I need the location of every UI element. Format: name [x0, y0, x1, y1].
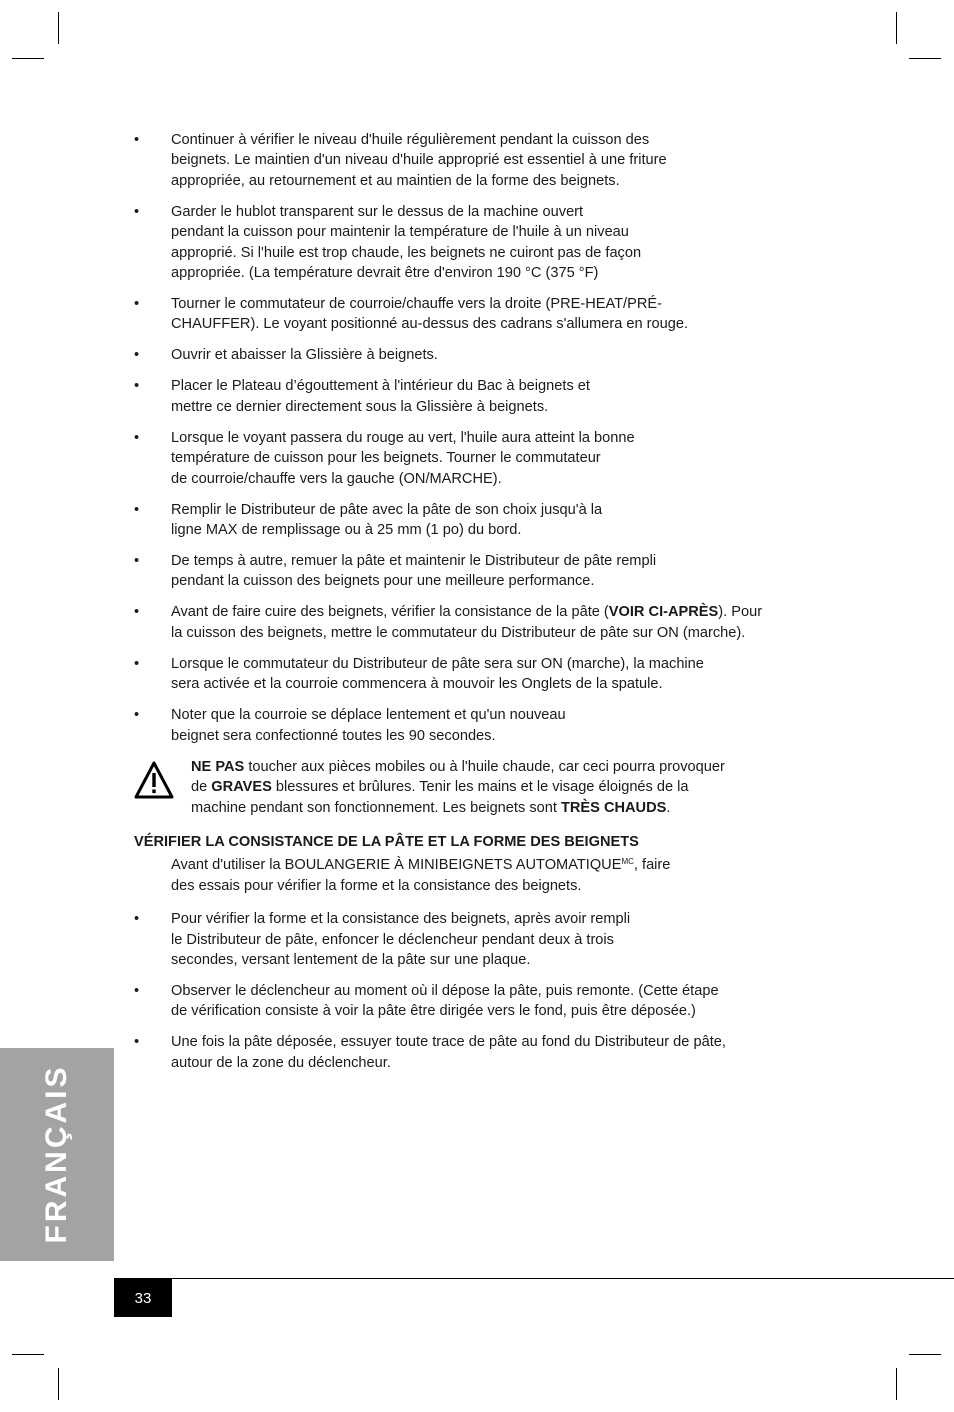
bullet-text — [171, 376, 814, 417]
bullet-dot: • — [134, 604, 140, 621]
crop-mark — [12, 58, 44, 59]
bullet-dot: • — [134, 1034, 140, 1051]
text-line: mettre ce dernier directement sous la Glissière à beignets. — [171, 398, 549, 415]
bullet-list-bottom — [134, 909, 814, 1073]
text-line: Observer le déclencheur au moment où il dépose la pâte, puis remonte. (Cette étape — [171, 982, 719, 999]
text-line: Noter que la courroie se déplace lentement et qu'un nouveau — [171, 707, 566, 724]
text-line: Ouvrir et abaisser la Glissière à beignets. — [171, 347, 438, 364]
list-item — [134, 376, 814, 417]
list-item — [134, 981, 814, 1022]
bullet-text — [171, 705, 814, 746]
text-line: de vérification consiste à voir la pâte être dirigée vers le fond, puis être déposée.) — [171, 1003, 696, 1020]
crop-mark — [896, 1368, 897, 1400]
text-line: température de cuisson pour les beignets. Tourner le commutateur — [171, 450, 601, 467]
text-line: Une fois la pâte déposée, essuyer toute trace de pâte au fond du Distributeur de pâte, — [171, 1034, 726, 1051]
text-line: CHAUFFER). Le voyant positionné au-dessus des cadrans s'allumera en rouge. — [171, 316, 689, 333]
bullet-dot: • — [134, 501, 140, 518]
language-label: FRANÇAIS — [40, 1064, 73, 1244]
bullet-text — [171, 202, 814, 284]
text-line: beignet sera confectionné toutes les 90 secondes. — [171, 727, 496, 744]
list-item — [134, 1032, 814, 1073]
bullet-dot: • — [134, 429, 140, 446]
list-item — [134, 654, 814, 695]
bullet-text — [171, 294, 814, 335]
warning-text: NE PAS toucher aux pièces mobiles ou à l'huile chaude, car ceci pourra provoquer de GRAVES blessures et brûlures. Tenir les mains et le visage éloignés de la machine pendant son fonctionnement. Les beignets sont TRÈS CHAUDS. — [191, 758, 725, 816]
text-line: Continuer à vérifier le niveau d'huile régulièrement pendant la cuisson des — [171, 132, 650, 148]
bullet-text — [171, 654, 814, 695]
list-item — [134, 294, 814, 335]
text-line: beignets. Le maintien d'un niveau d'huile approprié est essentiel à une friture — [171, 152, 667, 169]
crop-mark — [896, 12, 897, 44]
text-line: Pour vérifier la forme et la consistance des beignets, après avoir rempli — [171, 911, 631, 928]
text-line: pendant la cuisson pour maintenir la température de l'huile à un niveau — [171, 224, 629, 241]
crop-mark — [58, 12, 59, 44]
bullet-text — [171, 500, 814, 541]
bullet-dot: • — [134, 296, 140, 313]
page-content — [134, 130, 814, 1084]
bullet-dot: • — [134, 911, 140, 928]
text-line: Tourner le commutateur de courroie/chauffe vers la droite (PRE-HEAT/PRÉ- — [171, 296, 662, 313]
warning-triangle-icon — [134, 761, 174, 799]
list-item — [134, 705, 814, 746]
text-line: Lorsque le commutateur du Distributeur de pâte sera sur ON (marche), la machine — [171, 655, 704, 672]
section-title: VÉRIFIER LA CONSISTANCE DE LA PÂTE ET LA FORME DES BEIGNETS — [134, 833, 639, 850]
bullet-text — [171, 909, 814, 970]
list-item — [134, 428, 814, 489]
list-item — [134, 909, 814, 970]
crop-mark — [909, 58, 941, 59]
language-side-tab — [0, 1048, 114, 1261]
list-item — [134, 130, 814, 191]
bullet-list-voir — [134, 602, 814, 643]
text-line: De temps à autre, remuer la pâte et maintenir le Distributeur de pâte rempli — [171, 553, 657, 570]
bullet-dot: • — [134, 203, 140, 220]
text-line: appropriée. (La température devrait être d'environ 190 °C (375 °F) — [171, 265, 599, 282]
bullet-dot: • — [134, 347, 140, 364]
bullet-text — [171, 1032, 814, 1073]
text-line: Lorsque le voyant passera du rouge au vert, l'huile aura atteint la bonne — [171, 429, 635, 446]
crop-mark — [58, 1368, 59, 1400]
warning-box — [134, 757, 814, 818]
bullet-dot: • — [134, 378, 140, 395]
text-line: secondes, versant lentement de la pâte sur une plaque. — [171, 951, 531, 968]
text-line: appropriée, au retournement et au maintien de la forme des beignets. — [171, 172, 620, 189]
list-item — [134, 551, 814, 592]
crop-mark — [909, 1354, 941, 1355]
list-item — [134, 202, 814, 284]
section-intro: Avant d'utiliser la BOULANGERIE À MINIBEIGNETS $AUTOMATIQUE^{MC}$, faire des essais pour vérifier la forme et la consistance des beignets. — [171, 857, 671, 894]
list-item — [134, 345, 814, 365]
bullet-text — [171, 551, 814, 592]
bullet-dot: • — [134, 132, 140, 148]
bullet-text — [171, 130, 814, 191]
text-line: le Distributeur de pâte, enfoncer le déclencheur pendant deux à trois — [171, 931, 614, 948]
text-line: Placer le Plateau d’égouttement à l'intérieur du Bac à beignets et — [171, 378, 590, 395]
bullet-text — [171, 428, 814, 489]
bullet-text: Avant de faire cuire des beignets, vérifier la consistance de la pâte (VOIR CI-APRÈS). Pour la cuisson des beignets, mettre le commutateur du Distributeur de pâte sur ON (marche). — [171, 604, 763, 641]
bullet-text — [171, 345, 814, 365]
text-line: pendant la cuisson des beignets pour une meilleure performance. — [171, 573, 595, 590]
text-line: Garder le hublot transparent sur le dessus de la machine ouvert — [171, 203, 584, 220]
text-line: approprié. Si l'huile est trop chaude, les beignets ne cuiront pas de façon — [171, 244, 642, 261]
bullet-list-mid — [134, 654, 814, 746]
bullet-text — [171, 981, 814, 1022]
text-line: de courroie/chauffe vers la gauche (ON/MARCHE). — [171, 470, 502, 487]
bullet-dot: • — [134, 707, 140, 724]
bullet-dot: • — [134, 553, 140, 570]
footer-divider — [114, 1278, 954, 1279]
crop-mark — [12, 1354, 44, 1355]
bullet-dot: • — [134, 982, 140, 999]
text-line: Remplir le Distributeur de pâte avec la pâte de son choix jusqu'à la — [171, 501, 603, 518]
list-item — [134, 500, 814, 541]
list-item — [134, 602, 814, 643]
text-line: ligne MAX de remplissage ou à 25 mm (1 po) du bord. — [171, 522, 522, 539]
page-number: 33 — [114, 1279, 172, 1317]
text-line: sera activée et la courroie commencera à mouvoir les Onglets de la spatule. — [171, 676, 663, 693]
text-line: autour de la zone du déclencheur. — [171, 1054, 391, 1071]
bullet-list-top — [134, 130, 814, 592]
bullet-dot: • — [134, 655, 140, 672]
